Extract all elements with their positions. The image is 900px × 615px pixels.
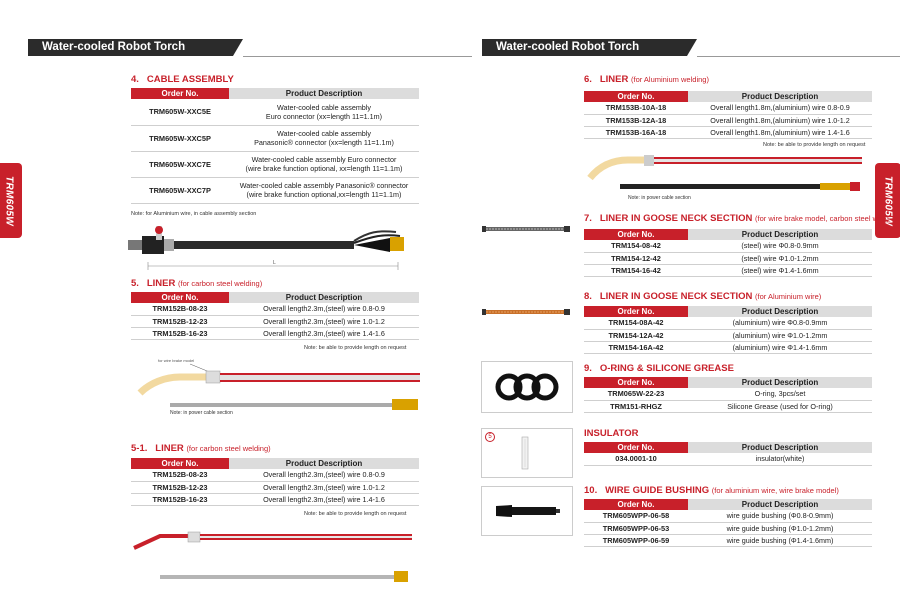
- liner-aluminium-image: [590, 150, 870, 200]
- section-title-goose-neck-aluminium: 8. LINER IN GOOSE NECK SECTION (for Aluminium wire): [584, 291, 822, 302]
- side-tab-label: TRM605W: [3, 175, 15, 226]
- order-number-cell: TRM605WPP-06-59: [584, 534, 688, 546]
- order-number-cell: TRM605WPP-06-53: [584, 522, 688, 534]
- goose-neck-steel-table: Order No. Product Description TRM154-08-42 (steel) wire Φ0.8-0.9mm TRM154-12-42 (steel) wire Φ1.0-1.2mm TRM154-16-42 (steel) wire Φ1.4-1.6mm: [584, 229, 872, 277]
- table-row: [584, 453, 872, 465]
- order-number-cell: TRM153B-16A-18: [584, 126, 688, 138]
- table-row: [131, 151, 419, 177]
- table-row: [131, 99, 419, 125]
- o-ring-image: [481, 361, 573, 413]
- description-cell: Overall length2.3m,(steel) wire 0.8-0.9: [229, 303, 419, 315]
- side-tab-left: [0, 163, 22, 238]
- table-row: [131, 125, 419, 151]
- liner-note: Note: be able to provide length on request: [304, 345, 407, 351]
- side-tab-label: TRM605W: [882, 175, 894, 226]
- table-row: [584, 522, 872, 534]
- table-row: [131, 469, 419, 481]
- callout-number: 5: [485, 432, 495, 442]
- order-number-cell: 034.0001-10: [584, 453, 688, 465]
- order-number-cell: TRM154-08-42: [584, 240, 688, 252]
- liner-5-1-note: Note: be able to provide length on request: [304, 511, 407, 517]
- order-number-cell: TRM153B-12A-18: [584, 114, 688, 126]
- order-number-cell: TRM153B-10A-18: [584, 102, 688, 114]
- order-number-cell: TRM151-RHGZ: [584, 400, 688, 412]
- col-product-description: Product Description: [229, 88, 419, 99]
- header-rule: [243, 56, 450, 57]
- length-dim-label: L: [273, 260, 276, 266]
- table-row: [584, 317, 872, 329]
- liner-5-1-table: Order No. Product Description TRM152B-08-23 Overall length2.3m,(steel) wire 0.8-0.9 TRM152B-12-23 Overall length2.3m,(steel) wire 1.0-1.2 TRM152B-16-23 Overall length2.3m,(steel) wire 1.4-1.6: [131, 458, 419, 506]
- description-line: Water-cooled cable assembly: [276, 102, 371, 112]
- description-cell: [229, 125, 419, 151]
- page-header-title: Water-cooled Robot Torch: [496, 41, 640, 53]
- description-line: Water-cooled cable assembly Euro connector: [251, 155, 397, 164]
- side-tab-right: [875, 163, 900, 238]
- order-number-cell: TRM605W-XXC7P: [131, 177, 229, 203]
- liner-image: [140, 355, 420, 415]
- section-title-cable-assembly: 4. CABLE ASSEMBLY: [131, 74, 234, 85]
- goose-liner-steel-image: [480, 211, 570, 253]
- wire-brake-label: for wire brake model: [158, 358, 195, 363]
- table-row: [584, 329, 872, 341]
- table-row: [584, 264, 872, 276]
- description-cell: Overall length1.8m,(aluminium) wire 1.0-1.2: [688, 114, 872, 126]
- description-cell: (aluminium) wire Φ1.4-1.6mm: [688, 341, 872, 353]
- liner-aluminium-table: Order No. Product Description TRM153B-10A-18 Overall length1.8m,(aluminium) wire 0.8-0.9 TRM153B-12A-18 Overall length1.8m,(aluminium) wire 1.0-1.2 TRM153B-16A-18 Overall length1.8m,(aluminium) wire 1.4-1.6: [584, 91, 872, 139]
- section-title-liner-aluminium: 6. LINER (for Aluminium welding): [584, 74, 709, 85]
- description-cell: wire guide bushing (Φ1.4-1.6mm): [688, 534, 872, 546]
- description-line: Water-cooled cable assembly: [276, 129, 371, 138]
- insulator-image: [481, 428, 573, 478]
- description-cell: Overall length1.8m,(aluminium) wire 1.4-1.6: [688, 126, 872, 138]
- cable-assembly-image: [128, 220, 418, 275]
- description-cell: [229, 151, 419, 177]
- table-row: [131, 493, 419, 505]
- liner-5-1-image: [130, 522, 420, 587]
- table-row: [584, 102, 872, 114]
- liner-table: Order No. Product Description TRM152B-08-23 Overall length2.3m,(steel) wire 0.8-0.9 TRM152B-12-23 Overall length2.3m,(steel) wire 1.0-1.2 TRM152B-16-23 Overall length2.3m,(steel) wire 1.4-1.6: [131, 292, 419, 340]
- description-line: (wire brake function optional, xx=length 11=1.1m): [245, 164, 403, 173]
- page-header-right: [482, 39, 687, 56]
- table-row: [584, 534, 872, 546]
- description-cell: Overall length2.3m,(steel) wire 1.4-1.6: [229, 327, 419, 339]
- order-number-cell: TRM605W-XXC7E: [131, 151, 229, 177]
- order-number-cell: TRM154-08A-42: [584, 317, 688, 329]
- order-number-cell: TRM605WPP-06-58: [584, 510, 688, 522]
- page-header-left: [28, 39, 233, 56]
- order-number-cell: TRM065W-22-23: [584, 388, 688, 400]
- order-number-cell: TRM605W-XXC5E: [131, 99, 229, 125]
- cable-assembly-table: [131, 88, 419, 204]
- power-cable-note: Note: in power cable section: [170, 410, 233, 416]
- table-row: [584, 126, 872, 138]
- wire-guide-bushing-table: Order No. Product Description TRM605WPP-06-58 wire guide bushing (Φ0.8-0.9mm) TRM605WPP-06-53 wire guide bushing (Φ1.0-1.2mm) TRM605WPP-06-59 wire guide bushing (Φ1.4-1.6mm): [584, 499, 872, 547]
- description-cell: wire guide bushing (Φ1.0-1.2mm): [688, 522, 872, 534]
- description-line: (wire brake function optional,xx=length 11=1.1m): [246, 190, 402, 199]
- description-cell: insulator(white): [688, 453, 872, 465]
- table-row: [131, 177, 419, 203]
- description-line: Water-cooled cable assembly Panasonic® connector: [239, 181, 409, 190]
- description-cell: [229, 177, 419, 203]
- table-row: [584, 114, 872, 126]
- order-number-cell: TRM605W-XXC5P: [131, 125, 229, 151]
- table-row: [584, 400, 872, 412]
- description-cell: (aluminium) wire Φ1.0-1.2mm: [688, 329, 872, 341]
- section-title-o-ring: 9. O-RING & SILICONE GREASE: [584, 363, 734, 374]
- description-cell: Overall length2.3m,(steel) wire 1.0-1.2: [229, 315, 419, 327]
- description-cell: (steel) wire Φ1.4-1.6mm: [688, 264, 872, 276]
- order-number-cell: TRM152B-08-23: [131, 303, 229, 315]
- table-row: [584, 240, 872, 252]
- order-number-cell: TRM152B-12-23: [131, 481, 229, 493]
- table-row: [131, 481, 419, 493]
- insulator-table: Order No. Product Description 034.0001-10 insulator(white): [584, 442, 872, 466]
- wire-guide-bushing-image: [481, 486, 573, 536]
- right-page: [450, 0, 900, 615]
- description-cell: [229, 99, 419, 125]
- description-cell: (steel) wire Φ1.0-1.2mm: [688, 252, 872, 264]
- description-cell: (steel) wire Φ0.8-0.9mm: [688, 240, 872, 252]
- description-cell: Overall length2.3m,(steel) wire 1.0-1.2: [229, 481, 419, 493]
- table-row: [131, 303, 419, 315]
- table-row: [131, 315, 419, 327]
- o-ring-table: Order No. Product Description TRM065W-22-23 O-ring, 3pcs/set TRM151-RHGZ Silicone Grease (used for O-ring): [584, 377, 872, 413]
- description-cell: wire guide bushing (Φ0.8-0.9mm): [688, 510, 872, 522]
- page-header-title: Water-cooled Robot Torch: [42, 41, 186, 53]
- goose-liner-aluminium-image: [480, 292, 570, 334]
- power-cable-note-right: Note: in power cable section: [628, 195, 691, 201]
- description-line: Panasonic® connector (xx=length 11=1.1m): [254, 138, 394, 147]
- liner-aluminium-note: Note: be able to provide length on request: [763, 142, 866, 148]
- section-title-insulator: INSULATOR: [584, 428, 639, 439]
- order-number-cell: TRM152B-08-23: [131, 469, 229, 481]
- order-number-cell: TRM154-12A-42: [584, 329, 688, 341]
- order-number-cell: TRM154-16A-42: [584, 341, 688, 353]
- section-title-goose-neck-steel: 7. LINER IN GOOSE NECK SECTION (for wire brake model, carbon steel wire): [584, 213, 889, 224]
- order-number-cell: TRM154-16-42: [584, 264, 688, 276]
- cable-assembly-note: Note: for Aluminium wire, in cable assembly section: [131, 211, 257, 217]
- section-title-wire-guide-bushing: 10. WIRE GUIDE BUSHING (for aluminium wire, wire brake model): [584, 485, 839, 496]
- goose-neck-aluminium-table: Order No. Product Description TRM154-08A-42 (aluminium) wire Φ0.8-0.9mm TRM154-12A-42 (aluminium) wire Φ1.0-1.2mm TRM154-16A-42 (aluminium) wire Φ1.4-1.6mm: [584, 306, 872, 354]
- order-number-cell: TRM154-12-42: [584, 252, 688, 264]
- description-line: Euro connector (xx=length 11=1.1m): [265, 111, 383, 121]
- table-row: [131, 327, 419, 339]
- table-row: [584, 510, 872, 522]
- order-number-cell: TRM152B-16-23: [131, 493, 229, 505]
- description-cell: O-ring, 3pcs/set: [688, 388, 872, 400]
- table-row: [584, 388, 872, 400]
- description-cell: Overall length2.3m,(steel) wire 1.4-1.6: [229, 493, 419, 505]
- table-row: [584, 341, 872, 353]
- section-title-liner: 5. LINER (for carbon steel welding): [131, 278, 263, 289]
- description-cell: Overall length2.3m,(steel) wire 0.8-0.9: [229, 469, 419, 481]
- order-number-cell: TRM152B-12-23: [131, 315, 229, 327]
- description-cell: (aluminium) wire Φ0.8-0.9mm: [688, 317, 872, 329]
- description-cell: Silicone Grease (used for O-ring): [688, 400, 872, 412]
- table-row: [584, 252, 872, 264]
- description-cell: Overall length1.8m,(aluminium) wire 0.8-0.9: [688, 102, 872, 114]
- section-title-liner-5-1: 5-1. LINER (for carbon steel welding): [131, 443, 271, 454]
- col-order-no: Order No.: [131, 88, 229, 99]
- order-number-cell: TRM152B-16-23: [131, 327, 229, 339]
